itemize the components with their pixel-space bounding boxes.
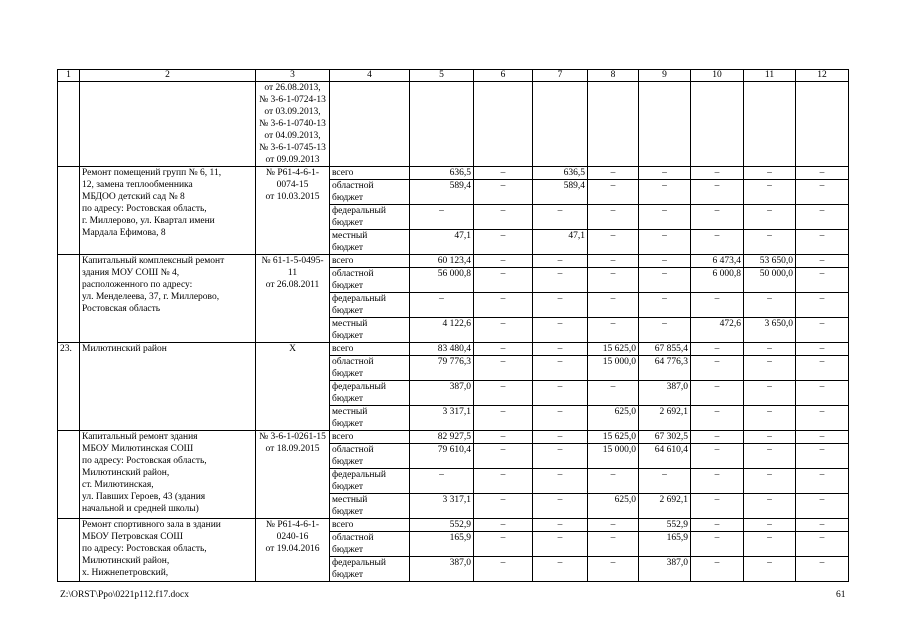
table-row [58,343,849,356]
value-cell: – [474,230,533,255]
table-row [58,519,849,532]
value-cell: – [796,167,849,180]
value-cell: – [744,406,796,431]
value-cell: – [474,318,533,343]
value-cell: – [474,381,533,406]
column-header-8: 8 [588,70,639,82]
value-cell: – [796,381,849,406]
cell-empty [639,82,691,167]
value-cell: – [796,532,849,557]
value-cell: 3 650,0 [744,318,796,343]
object-name: Ремонт помещений групп № 6, 11, 12, замена теплообменника МБДОО детский сад № 8 по адресу: Ростовская область, г. Миллерово, ул. Квартал имени Мардала Ефимова, 8 [80,167,256,255]
funding-source: федеральный бюджет [330,469,410,494]
funding-source: областной бюджет [330,444,410,469]
funding-source: областной бюджет [330,356,410,381]
funding-source: местный бюджет [330,406,410,431]
value-cell: – [533,318,588,343]
value-cell: – [691,532,744,557]
value-cell: 625,0 [588,406,639,431]
value-cell: – [691,180,744,205]
cell-empty [691,82,744,167]
value-cell: – [533,557,588,582]
value-cell: – [796,444,849,469]
value-cell: – [639,268,691,293]
value-cell: – [744,469,796,494]
value-cell: – [474,469,533,494]
value-cell: 589,4 [533,180,588,205]
value-cell: – [796,205,849,230]
value-cell: – [691,519,744,532]
funding-source: областной бюджет [330,180,410,205]
value-cell: – [691,167,744,180]
funding-source: федеральный бюджет [330,557,410,582]
value-cell: – [796,318,849,343]
value-cell: 165,9 [410,532,474,557]
value-cell: 47,1 [410,230,474,255]
value-cell: – [639,318,691,343]
value-cell: – [796,519,849,532]
cell-empty [796,82,849,167]
value-cell: 552,9 [639,519,691,532]
budget-table [57,69,849,582]
value-cell: – [691,381,744,406]
value-cell: – [691,444,744,469]
value-cell: – [588,318,639,343]
value-cell: 589,4 [410,180,474,205]
cell-empty [80,82,256,167]
funding-source: местный бюджет [330,318,410,343]
value-cell: – [474,356,533,381]
value-cell: 67 855,4 [639,343,691,356]
value-cell: – [588,230,639,255]
funding-source: всего [330,255,410,268]
cell-empty [330,82,410,167]
item-number [58,431,80,519]
value-cell: – [691,557,744,582]
value-cell: – [744,167,796,180]
value-cell: – [474,431,533,444]
value-cell: – [533,343,588,356]
value-cell: – [533,356,588,381]
value-cell: 2 692,1 [639,494,691,519]
value-cell: – [639,180,691,205]
value-cell: – [744,519,796,532]
value-cell: 387,0 [639,557,691,582]
document-reference: № 61-1-5-0495-11 от 26.08.2011 [256,255,330,343]
value-cell: 3 317,1 [410,494,474,519]
value-cell: 6 473,4 [691,255,744,268]
value-cell: – [474,494,533,519]
value-cell: – [691,406,744,431]
value-cell: – [410,205,474,230]
value-cell: 47,1 [533,230,588,255]
value-cell: – [691,356,744,381]
value-cell: 67 302,5 [639,431,691,444]
value-cell: – [796,293,849,318]
value-cell: 83 480,4 [410,343,474,356]
column-header-2: 2 [80,70,256,82]
value-cell: – [588,469,639,494]
value-cell: – [691,494,744,519]
value-cell: – [639,293,691,318]
value-cell: 4 122,6 [410,318,474,343]
value-cell: – [588,167,639,180]
cell-empty [58,82,80,167]
value-cell: – [744,381,796,406]
value-cell: – [533,293,588,318]
value-cell: 165,9 [639,532,691,557]
continuation-row [58,82,849,167]
value-cell: – [691,469,744,494]
value-cell: – [639,230,691,255]
value-cell: – [796,431,849,444]
value-cell: 15 000,0 [588,444,639,469]
table-row [58,167,849,180]
value-cell: 636,5 [410,167,474,180]
cell-empty [474,82,533,167]
value-cell: – [796,469,849,494]
value-cell: – [533,469,588,494]
value-cell: – [533,205,588,230]
value-cell: 82 927,5 [410,431,474,444]
value-cell: 15 625,0 [588,343,639,356]
cell-empty [410,82,474,167]
value-cell: 387,0 [410,381,474,406]
value-cell: – [639,469,691,494]
funding-source: местный бюджет [330,494,410,519]
cell-empty [588,82,639,167]
value-cell: 387,0 [410,557,474,582]
value-cell: – [691,343,744,356]
value-cell: – [744,230,796,255]
value-cell: – [474,180,533,205]
object-name: Ремонт спортивного зала в здании МБОУ Петровская СОШ по адресу: Ростовская область, Милютинский район, х. Нижнепетровский, [80,519,256,582]
value-cell: – [796,180,849,205]
value-cell: – [474,167,533,180]
value-cell: – [744,557,796,582]
value-cell: 50 000,0 [744,268,796,293]
value-cell: – [533,381,588,406]
column-header-3: 3 [256,70,330,82]
funding-source: федеральный бюджет [330,381,410,406]
table-row [58,255,849,268]
value-cell: – [410,293,474,318]
cell-empty [744,82,796,167]
value-cell: – [474,406,533,431]
value-cell: – [474,532,533,557]
column-header-11: 11 [744,70,796,82]
value-cell: 53 650,0 [744,255,796,268]
column-header-1: 1 [58,70,80,82]
funding-source: всего [330,167,410,180]
value-cell: – [744,444,796,469]
value-cell: – [474,519,533,532]
value-cell: – [744,431,796,444]
object-name: Капитальный комплексный ремонт здания МОУ СОШ № 4, расположенного по адресу: ул. Менделеева, 37, г. Миллерово, Ростовская область [80,255,256,343]
value-cell: – [639,167,691,180]
value-cell: – [744,356,796,381]
column-header-7: 7 [533,70,588,82]
value-cell: – [691,293,744,318]
funding-source: всего [330,343,410,356]
funding-source: федеральный бюджет [330,293,410,318]
value-cell: 64 776,3 [639,356,691,381]
value-cell: – [474,293,533,318]
object-name: Милютинский район [80,343,256,431]
value-cell: – [744,180,796,205]
value-cell: – [533,255,588,268]
value-cell: 79 610,4 [410,444,474,469]
value-cell: – [744,494,796,519]
header-row [58,70,849,82]
value-cell: – [474,557,533,582]
column-header-4: 4 [330,70,410,82]
value-cell: – [744,532,796,557]
value-cell: – [474,444,533,469]
column-header-9: 9 [639,70,691,82]
page-number: 61 [836,590,846,600]
value-cell: – [744,343,796,356]
value-cell: – [796,343,849,356]
funding-source: местный бюджет [330,230,410,255]
value-cell: – [691,230,744,255]
funding-source: областной бюджет [330,268,410,293]
document-reference: № 3-6-1-0261-15 от 18.09.2015 [256,431,330,519]
object-name: Капитальный ремонт здания МБОУ Милютинская СОШ по адресу: Ростовская область, Милютинский район, ст. Милютинская, ул. Павших Героев, 43 (здания начальной и средней школы) [80,431,256,519]
value-cell: – [744,205,796,230]
column-header-6: 6 [474,70,533,82]
value-cell: – [588,557,639,582]
value-cell: 625,0 [588,494,639,519]
value-cell: – [588,255,639,268]
item-number [58,167,80,255]
value-cell: 6 000,8 [691,268,744,293]
value-cell: 79 776,3 [410,356,474,381]
funding-source: федеральный бюджет [330,205,410,230]
value-cell: – [691,431,744,444]
item-number: 23. [58,343,80,431]
value-cell: 2 692,1 [639,406,691,431]
value-cell: – [588,381,639,406]
table-body [58,70,849,582]
value-cell: – [474,343,533,356]
funding-source: всего [330,519,410,532]
value-cell: – [796,494,849,519]
value-cell: – [474,268,533,293]
value-cell: – [796,557,849,582]
value-cell: – [588,268,639,293]
value-cell: – [796,230,849,255]
value-cell: – [410,469,474,494]
value-cell: – [533,268,588,293]
value-cell: – [796,406,849,431]
value-cell: – [533,444,588,469]
funding-source: всего [330,431,410,444]
value-cell: – [474,205,533,230]
value-cell: – [588,519,639,532]
value-cell: 387,0 [639,381,691,406]
value-cell: 15 000,0 [588,356,639,381]
column-header-12: 12 [796,70,849,82]
value-cell: – [796,255,849,268]
value-cell: 3 317,1 [410,406,474,431]
cell-empty [533,82,588,167]
document-reference: Х [256,343,330,431]
column-header-10: 10 [691,70,744,82]
value-cell: – [474,255,533,268]
value-cell: – [588,205,639,230]
value-cell: 60 123,4 [410,255,474,268]
table-row [58,431,849,444]
document-reference: от 26.08.2013, № 3-6-1-0724-13 от 03.09.2013, № 3-6-1-0740-13 от 04.09.2013, № 3-6-1-0745-13 от 09.09.2013 [256,82,330,167]
document-reference: № Р61-4-6-1- 0074-15 от 10.03.2015 [256,167,330,255]
value-cell: – [744,293,796,318]
value-cell: – [533,406,588,431]
value-cell: – [588,180,639,205]
value-cell: 56 000,8 [410,268,474,293]
value-cell: – [796,356,849,381]
value-cell: 472,6 [691,318,744,343]
column-header-5: 5 [410,70,474,82]
value-cell: – [639,255,691,268]
value-cell: – [533,519,588,532]
value-cell: 552,9 [410,519,474,532]
funding-source: областной бюджет [330,532,410,557]
value-cell: – [639,205,691,230]
item-number [58,255,80,343]
value-cell: – [588,532,639,557]
value-cell: – [588,293,639,318]
value-cell: 636,5 [533,167,588,180]
document-reference: № Р61-4-6-1- 0240-16 от 19.04.2016 [256,519,330,582]
value-cell: – [533,494,588,519]
value-cell: – [691,205,744,230]
value-cell: – [533,532,588,557]
value-cell: – [796,268,849,293]
value-cell: – [533,431,588,444]
footer-file-path: Z:\ORST\Ppo\0221p112.f17.docx [60,590,189,600]
item-number [58,519,80,582]
value-cell: 64 610,4 [639,444,691,469]
value-cell: 15 625,0 [588,431,639,444]
